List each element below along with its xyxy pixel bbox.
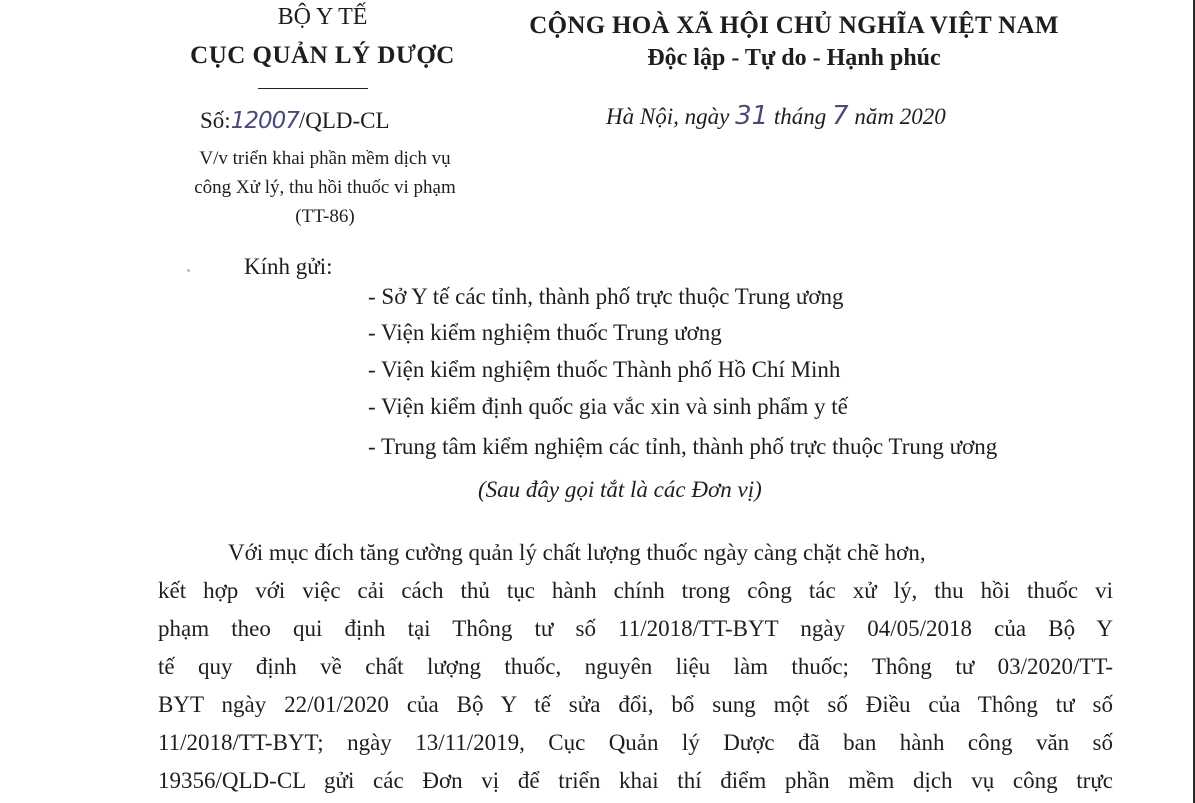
document-number [200,108,390,134]
body-line: 19356/QLD-CL gửi các Đơn vị để triển khai thí điểm phần mềm dịch vụ công trực [158,768,1113,793]
body-line: phạm theo qui định tại Thông tư số 11/2018/TT-BYT ngày 04/05/2018 của Bộ Y [158,616,1113,641]
day-handwritten: 31 [735,101,769,131]
recipient-item: - Trung tâm kiểm nghiệm các tỉnh, thành phố trực thuộc Trung ương [368,434,998,459]
salutation: Kính gửi: [244,254,333,279]
recipient-item: - Viện kiểm nghiệm thuốc Trung ương [368,320,722,345]
body-line: Với mục đích tăng cường quản lý chất lượng thuốc ngày càng chặt chẽ hơn, [228,540,926,565]
body-line: tế quy định về chất lượng thuốc, nguyên liệu làm thuốc; Thông tư 03/2020/TT- [158,654,1113,679]
hereafter-note: (Sau đây gọi tắt là các Đơn vị) [478,477,762,502]
body-line: BYT ngày 22/01/2020 của Bộ Y tế sửa đổi, bổ sung một số Điều của Thông tư số [158,692,1113,717]
place-date [606,101,946,131]
ministry-name: BỘ Y TẾ [277,4,368,30]
subject-line: công Xử lý, thu hồi thuốc vi phạm [194,177,456,198]
country-name: CỘNG HOÀ XÃ HỘI CHỦ NGHĨA VIỆT NAM [529,12,1059,39]
recipient-item: - Viện kiểm nghiệm thuốc Thành phố Hồ Chí Minh [368,357,841,382]
scan-speck [187,269,190,272]
doc-number-handwritten: 12007 [230,108,299,134]
header-divider [258,88,368,89]
month-handwritten: 7 [832,101,849,131]
body-line: 11/2018/TT-BYT; ngày 13/11/2019, Cục Quản lý Dược đã ban hành công văn số [158,730,1113,755]
doc-number-prefix: Số: [200,108,231,133]
subject-block [140,144,510,231]
national-motto: Độc lập - Tự do - Hạnh phúc [647,45,941,71]
subject-line: V/v triển khai phần mềm dịch vụ [199,148,451,169]
year-text: năm 2020 [854,104,946,129]
place-prefix: Hà Nội, ngày [606,104,730,129]
recipient-item: - Sở Y tế các tỉnh, thành phố trực thuộc Trung ương [368,284,844,309]
month-label: tháng [773,104,827,129]
subject-line: (TT-86) [295,206,355,227]
body-line: kết hợp với việc cải cách thủ tục hành chính trong công tác xử lý, thu hồi thuốc vi [158,578,1113,603]
doc-number-suffix: /QLD-CL [298,108,390,133]
department-name: CỤC QUẢN LÝ DƯỢC [190,42,455,69]
recipient-item: - Viện kiểm định quốc gia vắc xin và sinh phẩm y tế [368,394,848,419]
